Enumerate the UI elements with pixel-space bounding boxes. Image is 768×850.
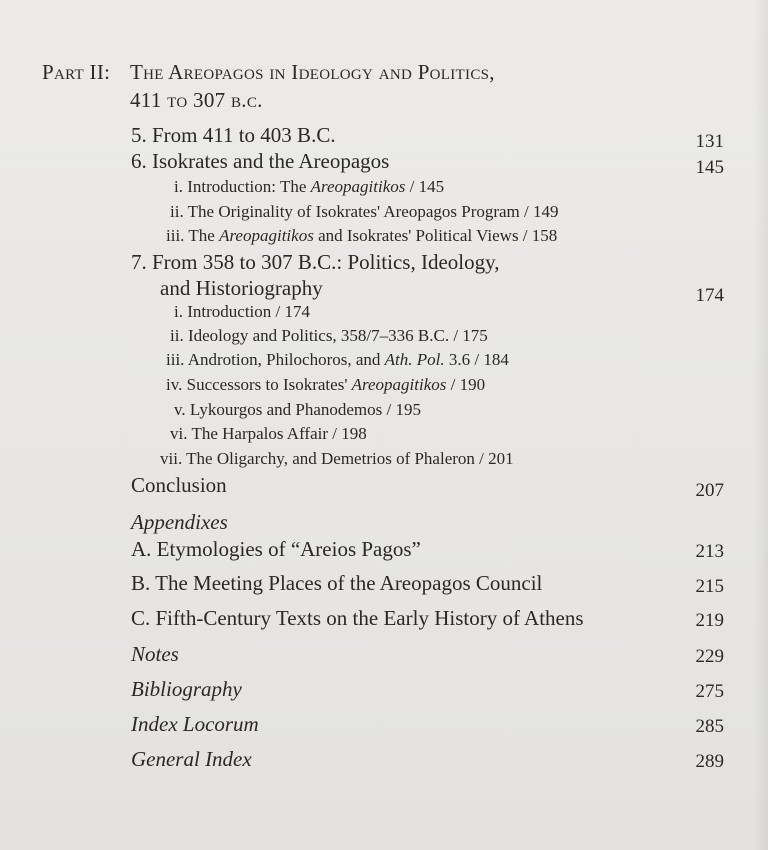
ch6-section-i (174, 177, 444, 197)
chapter-7-title-line1: 7. From 358 to 307 B.C.: Politics, Ideology, (131, 250, 500, 274)
section-text-italic: Areopagitikos (219, 226, 314, 245)
ch7-section-iii (166, 350, 509, 370)
bibliography-page: 275 (695, 681, 724, 702)
section-number: i. (174, 177, 183, 196)
general-index-page: 289 (695, 751, 724, 772)
index-locorum-title: Index Locorum (131, 712, 259, 736)
chapter-5-page: 131 (695, 131, 724, 152)
section-text: Successors to Isokrates' (186, 375, 352, 394)
part-title-line2: 411 to 307 b.c. (130, 88, 263, 112)
section-text-end: and Isokrates' Political Views / 158 (313, 226, 558, 245)
appendix-a-title: A. Etymologies of “Areios Pagos” (131, 537, 421, 561)
ch7-section-vii (160, 449, 514, 469)
chapter-7-title-line2: and Historiography (160, 276, 323, 300)
section-text: Introduction / 174 (187, 302, 310, 321)
section-text: The Originality of Isokrates' Areopagos Program / 149 (187, 202, 559, 221)
section-text: The (188, 226, 220, 245)
appendix-b-title: B. The Meeting Places of the Areopagos Council (131, 571, 543, 595)
section-number: iv. (166, 375, 183, 394)
notes-title: Notes (131, 642, 179, 666)
part-label: Part II: (42, 60, 111, 84)
section-text: Androtion, Philochoros, and (187, 350, 385, 369)
ch7-section-v (174, 400, 421, 420)
section-number: v. (174, 400, 186, 419)
ch6-section-iii (166, 226, 557, 246)
section-number: ii. (170, 326, 184, 345)
ch6-section-ii (170, 202, 559, 222)
ch7-section-ii (170, 326, 488, 346)
section-number: iii. (166, 226, 185, 245)
chapter-7-page: 174 (695, 285, 724, 306)
chapter-6-title: 6. Isokrates and the Areopagos (131, 149, 390, 173)
ch7-section-i (174, 302, 310, 322)
appendixes-heading: Appendixes (131, 510, 228, 534)
section-text: The Harpalos Affair / 198 (191, 424, 367, 443)
section-number: vii. (160, 449, 183, 468)
section-number: vi. (170, 424, 188, 443)
chapter-5-title: 5. From 411 to 403 B.C. (131, 123, 336, 147)
appendix-c-title: C. Fifth-Century Texts on the Early History of Athens (131, 606, 584, 630)
section-number: ii. (170, 202, 184, 221)
ch7-section-iv (166, 375, 485, 395)
appendix-c-page: 219 (695, 610, 724, 631)
section-text-end: / 190 (446, 375, 486, 394)
part-title-line1: The Areopagos in Ideology and Politics, (130, 60, 495, 84)
conclusion-page: 207 (695, 480, 724, 501)
ch7-section-vi (170, 424, 367, 444)
page-shadow (754, 0, 768, 850)
section-text-end: / 145 (405, 177, 445, 196)
index-locorum-page: 285 (695, 716, 724, 737)
appendix-b-page: 215 (695, 576, 724, 597)
appendix-a-page: 213 (695, 541, 724, 562)
chapter-6-page: 145 (695, 157, 724, 178)
section-text-italic: Areopagitikos (351, 375, 447, 394)
section-text-italic: Ath. Pol. (384, 350, 445, 369)
section-text: The Oligarchy, and Demetrios of Phaleron / 201 (186, 449, 514, 468)
section-text: Ideology and Politics, 358/7–336 B.C. / 175 (187, 326, 488, 345)
conclusion-title: Conclusion (131, 473, 227, 497)
section-text: Lykourgos and Phanodemos / 195 (189, 400, 421, 419)
section-text-end: 3.6 / 184 (444, 350, 509, 369)
section-number: i. (174, 302, 183, 321)
general-index-title: General Index (131, 747, 252, 771)
section-number: iii. (166, 350, 185, 369)
bibliography-title: Bibliography (131, 677, 242, 701)
section-text-italic: Areopagitikos (310, 177, 406, 196)
section-text: Introduction: The (187, 177, 311, 196)
notes-page: 229 (695, 646, 724, 667)
